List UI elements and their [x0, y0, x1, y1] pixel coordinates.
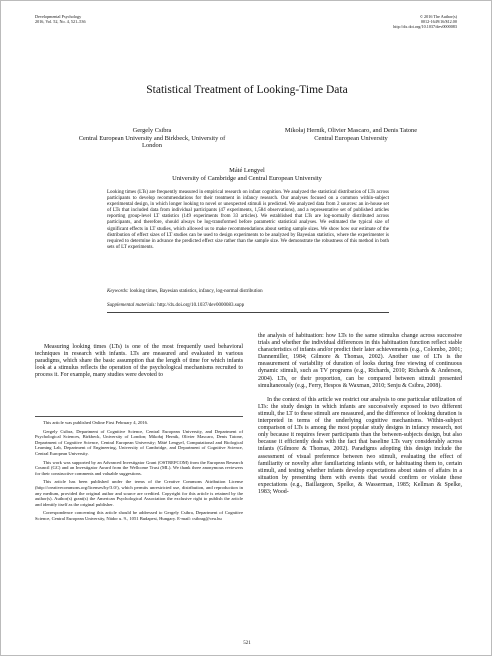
keywords: [107, 289, 389, 295]
abstract-divider: [107, 312, 389, 313]
paragraph: the analysis of habituation: how LTs to the same stimulus change across successive trials and whether the individual differences in this habituation function reflect stable characteristics of infants and/or predict their later achievements (e.g., Colombo, 2001; Dannemiller, 1984; Gilmore & Thomas, 2002). Another use of LTs is the measurement of variability of duration of looks during free viewing of continuous dynamic stimuli, such as TV programs (e.g., Richards, 2010; Richards & Anderson, 2004). LTs, or their proportion, can be compared between stimuli presented simultaneously (e.g., Ferry, Hespos & Waxman, 2010; Senju & Csibra, 2008).: [258, 333, 462, 389]
footnote: This work was supported by an Advanced Investigator Grant (OSTREFCOM) from the European Research Council (GC) and an Investigator Award from the Wellcome Trust (ML). We thank three anonymous reviewers for their constructive comments and valuable suggestions.: [35, 459, 243, 476]
supplemental-materials: [107, 303, 389, 309]
keywords-text: looking times, Bayesian statistics, infancy, log-normal distribution: [129, 289, 263, 294]
doi-link[interactable]: http://dx.doi.org/10.1037/dev0000083: [393, 24, 457, 30]
footnote: This article has been published under the terms of the Creative Commons Attribution License (http://creativecommons.org/licenses/by/3.0/), which permits unrestricted use, distribution, and reproduction in any medium, provided the original author and source are credited. Copyright for this article is retained by the author(s). Author(s) grant(s) the American Psychological Association the exclusive right to publish the article and identify itself as the original publisher.: [35, 479, 243, 507]
copyright-header: [393, 14, 457, 30]
journal-header: [35, 14, 86, 24]
author-name: Máté Lengyel: [229, 167, 265, 174]
footnote: Gergely Csibra, Department of Cognitive Science, Central European University, and Department of Psychological Sciences, Birkbeck, University of London; Mikołaj Hernik, Olivier Mascaro, Denis Tatone, Department of Cognitive Science, Central European University; Máté Lengyel, Computational and Biological Learning Lab, Department of Engineering, University of Cambridge, and Department of Cognitive Science, Central European University.: [35, 428, 243, 456]
paragraph: In the context of this article we restrict our analysis to one particular utilization of LTs: the study design in which infants are successively exposed to two different stimuli, the LT to these stimuli are measured, and the difference of looking duration is interpreted in terms of the underlying cognitive mechanisms. Within-subject comparison of LTs is among the most popular study designs in infancy research, not only because it requires fewer participants than the between-subjects design, but also because it efficiently deals with the fact that baseline LTs vary considerably across infants (Gilmore & Thomas, 2002). Paradigms adopting this design include the assessment of visual preference between two stimuli, evaluating the effect of familiarity or novelty after familiarizing infants with, or habituating them to, certain stimuli, and testing whether infants develop expectations about states of affairs in a situation by presenting them with events that would confirm or violate these expectations (e.g., Baillargeon, Spelke, & Wasserman, 1985; Kellman & Spelke, 1983; Wood-: [258, 396, 462, 495]
author-affiliation: Central European University and Birkbeck, University of London: [78, 134, 226, 150]
author-name: Mikołaj Hernik, Olivier Mascaro, and Denis Tatone: [284, 127, 418, 134]
footnote: Correspondence concerning this article should be addressed to Gergely Csibra, Department of Cognitive Science, Central European University, Nádor u. 9., 1051 Budapest, Hungary. E-mail: csibrag@ceu.hu: [35, 510, 243, 521]
author-name: Gergely Csibra: [132, 127, 172, 134]
volume-info: 2016, Vol. 52, No. 4, 521–536: [35, 19, 86, 25]
abstract: Looking times (LTs) are frequently measured in empirical research on infant cognition. We analyzed the statistical distribution of LTs across participants to develop recommendations for their treatment in infancy research. Our analyses focused on a common within-subject experimental design, in which longer looking to novel or unexpected stimuli is predicted. We analyzed data from 2 sources: an in-house set of LTs that included data from individual participants (47 experiments, 1,584 observations), and a representative set of published articles reporting group-level LT statistics (149 experiments from 33 articles). We established that LTs are log-normally distributed across participants, and therefore, should always be log-transformed before parametric statistical analyses. We estimated the typical size of significant effects in LT studies, which allowed us to make recommendations about setting sample sizes. We show how our estimate of the distribution of effect sizes of LT studies can be used to design experiments to be analyzed by Bayesian statistics, where the experimenter is required to determine in advance the predicted effect size rather than the sample size. We demonstrate the robustness of this method in both sets of LT experiments.: [107, 190, 389, 250]
footnotes: [35, 416, 243, 525]
supplemental-link[interactable]: http://dx.doi.org/10.1037/dev0000083.supp: [157, 303, 245, 308]
page-number: 521: [243, 641, 251, 646]
keywords-label: Keywords:: [107, 289, 129, 294]
article-title: Statistical Treatment of Looking-Time Data: [146, 84, 348, 96]
footnote: This article was published Online First February 4, 2016.: [43, 420, 149, 425]
body-text-left: Measuring looking times (LTs) is one of the most frequently used behavioral techniques in research with infants. LTs are measured and evaluated in various paradigms, which share the basic assumption that the length of time for which infants look at a stimulus reflects the operation of the psychological mechanisms recruited to process it. For example, many studies were devoted to: [35, 344, 243, 379]
journal-name: Developmental Psychology: [35, 14, 82, 19]
author-affiliation: Central European University: [314, 134, 388, 142]
body-text-right: [258, 333, 462, 503]
author-block-3: [1, 167, 492, 182]
supplemental-label: Supplemental materials:: [107, 303, 157, 308]
author-affiliation: University of Cambridge and Central European University: [172, 174, 322, 182]
author-block-2: [257, 127, 445, 142]
author-block-1: [77, 127, 227, 150]
issn: 0012-1649/16/$12.00: [420, 19, 457, 25]
copyright: © 2016 The Author(s): [419, 14, 457, 19]
